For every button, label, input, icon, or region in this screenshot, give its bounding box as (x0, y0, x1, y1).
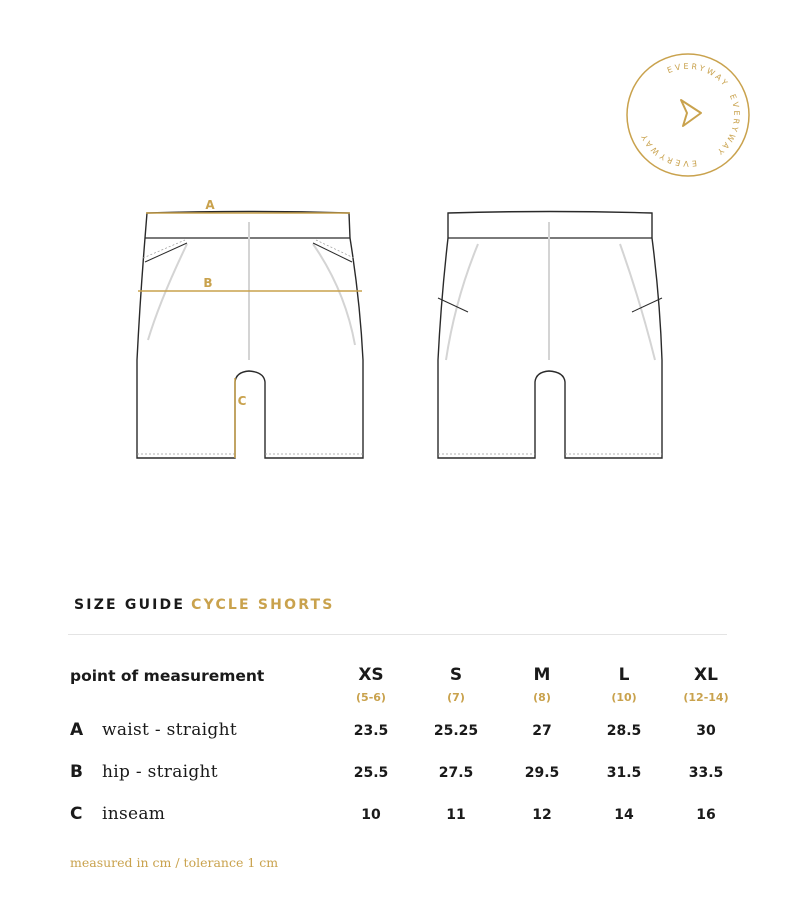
label-c: C (237, 394, 247, 408)
size-header-s: S (449, 665, 463, 685)
logo-ring-text: EVERYWAY (665, 61, 731, 90)
table-cell: 31.5 (606, 765, 642, 781)
label-b: B (203, 276, 213, 290)
title-prefix: SIZE GUIDE (74, 597, 186, 613)
table-cell: 12 (532, 807, 552, 823)
table-cell: 27 (532, 723, 552, 739)
point-of-measurement-header: point of measurement (70, 667, 265, 685)
size-guide-title (74, 597, 335, 613)
row-a-name: waist - straight (102, 720, 237, 740)
table-cell: 30 (696, 723, 716, 739)
table-cell: 10 (361, 807, 381, 823)
title-product: CYCLE SHORTS (191, 597, 335, 613)
logo-ring-text-2: EVERYWAY (713, 92, 742, 158)
size-sub-s: (7) (447, 691, 465, 704)
table-cell: 11 (446, 807, 466, 823)
table-cell: 23.5 (353, 723, 389, 739)
shorts-back-view (438, 212, 662, 459)
table-cell: 25.5 (353, 765, 389, 781)
size-sub-l: (10) (611, 691, 637, 704)
table-cell: 29.5 (524, 765, 560, 781)
table-cell: 33.5 (688, 765, 724, 781)
divider (68, 634, 727, 635)
row-b-letter: B (70, 762, 83, 782)
size-header-xs: XS (358, 665, 384, 685)
size-header-xl: XL (694, 665, 718, 685)
size-header-m: M (533, 665, 551, 685)
row-a-letter: A (70, 720, 84, 740)
table-cell: 14 (614, 807, 634, 823)
size-sub-m: (8) (533, 691, 551, 704)
shorts-front-view (137, 212, 363, 459)
table-cell: 16 (696, 807, 716, 823)
table-cell: 27.5 (438, 765, 474, 781)
table-cell: 28.5 (606, 723, 642, 739)
size-sub-xs: (5-6) (356, 691, 386, 704)
size-header-l: L (618, 665, 630, 685)
measurement-note: measured in cm / tolerance 1 cm (70, 855, 279, 870)
row-c-name: inseam (102, 804, 166, 824)
logo-ring-text-3: EVERYWAY (638, 130, 698, 169)
row-b-name: hip - straight (102, 762, 218, 782)
row-c-letter: C (70, 804, 83, 824)
table-cell: 25.25 (433, 723, 479, 739)
label-a: A (205, 198, 215, 212)
size-sub-xl: (12-14) (683, 691, 729, 704)
